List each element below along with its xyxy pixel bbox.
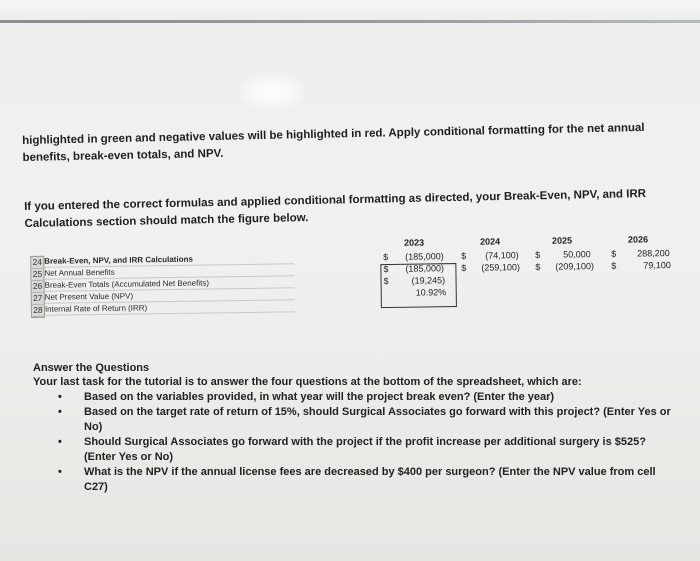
cell-break-even-2026: 79,100	[643, 260, 671, 271]
bullet: •	[58, 436, 62, 448]
list-item	[58, 405, 678, 435]
currency-symbol: $	[383, 251, 389, 263]
bullet: •	[58, 466, 62, 478]
row-number: 28	[32, 305, 44, 317]
currency-symbol: $	[461, 250, 467, 261]
light-glare	[238, 72, 306, 112]
row-label-column	[44, 252, 295, 315]
screen-top-band	[0, 0, 700, 22]
row-label: Net Annual Benefits	[44, 264, 294, 279]
row-number: 27	[32, 293, 44, 305]
currency-symbol: $	[535, 261, 541, 272]
cell-net-benefit-2026: 288,200	[637, 248, 670, 259]
cell-break-even-2024: (259,100)	[481, 262, 520, 273]
list-item	[58, 465, 678, 495]
section-heading: Break-Even, NPV, and IRR Calculations	[44, 252, 294, 267]
question-text: What is the NPV if the annual license fees are decreased by $400 per surgeon? (Enter the NPV value from cell C27)	[84, 466, 656, 493]
year-header: 2026	[627, 234, 649, 245]
row-label: Net Present Value (NPV)	[45, 288, 295, 303]
instruction-paragraph-figure: If you entered the correct formulas and applied conditional formatting as directed, your Break-Even, NPV, and IRR Calculations section should match the figure below.	[24, 187, 647, 230]
top-divider	[0, 20, 700, 23]
currency-symbol: $	[535, 249, 541, 260]
cell-net-benefit-2025: 50,000	[563, 249, 591, 260]
questions-heading: Answer the Questions	[33, 362, 150, 374]
question-text: Based on the variables provided, in what year will the project break even? (Enter the year)	[84, 391, 555, 403]
year-header: 2024	[479, 236, 501, 247]
currency-symbol: $	[461, 262, 467, 273]
currency-symbol: $	[383, 275, 389, 287]
currency-symbol: $	[611, 248, 617, 259]
cell-net-benefit-2023: (185,000)	[405, 251, 444, 262]
row-label: Internal Rate of Return (IRR)	[45, 300, 295, 315]
question-text: Based on the target rate of return of 15%, should Surgical Associates go forward with this project? (Enter Yes or No)	[84, 406, 671, 433]
cell-npv: (19,245)	[411, 275, 446, 286]
cell-break-even-2023: (185,000)	[405, 263, 444, 274]
spreadsheet-figure	[30, 234, 681, 323]
row-label: Break-Even Totals (Accumulated Net Benefits)	[45, 276, 295, 291]
list-item	[58, 390, 678, 405]
cell-irr: 10.92%	[415, 287, 447, 298]
bullet: •	[58, 391, 62, 403]
list-item	[58, 435, 678, 465]
cell-net-benefit-2024: (74,100)	[485, 250, 519, 261]
year-header: 2025	[551, 235, 573, 246]
row-number-column	[30, 256, 45, 318]
row-number: 25	[31, 269, 43, 281]
instruction-paragraph-formatting: highlighted in green and negative values will be highlighted in red. Apply conditional formatting for the net annual benefits, break-even totals, and NPV.	[22, 121, 645, 164]
currency-symbol: $	[611, 260, 617, 271]
cell-break-even-2025: (209,100)	[555, 261, 594, 272]
questions-intro: Your last task for the tutorial is to answer the four questions at the bottom of the spreadsheet, which are:	[33, 376, 582, 388]
bullet: •	[58, 406, 62, 418]
year-header: 2023	[403, 237, 425, 248]
question-list	[58, 390, 678, 495]
row-number: 26	[32, 281, 44, 293]
year-header-row	[380, 234, 680, 250]
row-number: 24	[31, 257, 43, 269]
question-text: Should Surgical Associates go forward with the project if the profit increase per additional surgery is $525? (Enter Yes or No)	[84, 436, 646, 463]
currency-symbol: $	[383, 263, 389, 275]
